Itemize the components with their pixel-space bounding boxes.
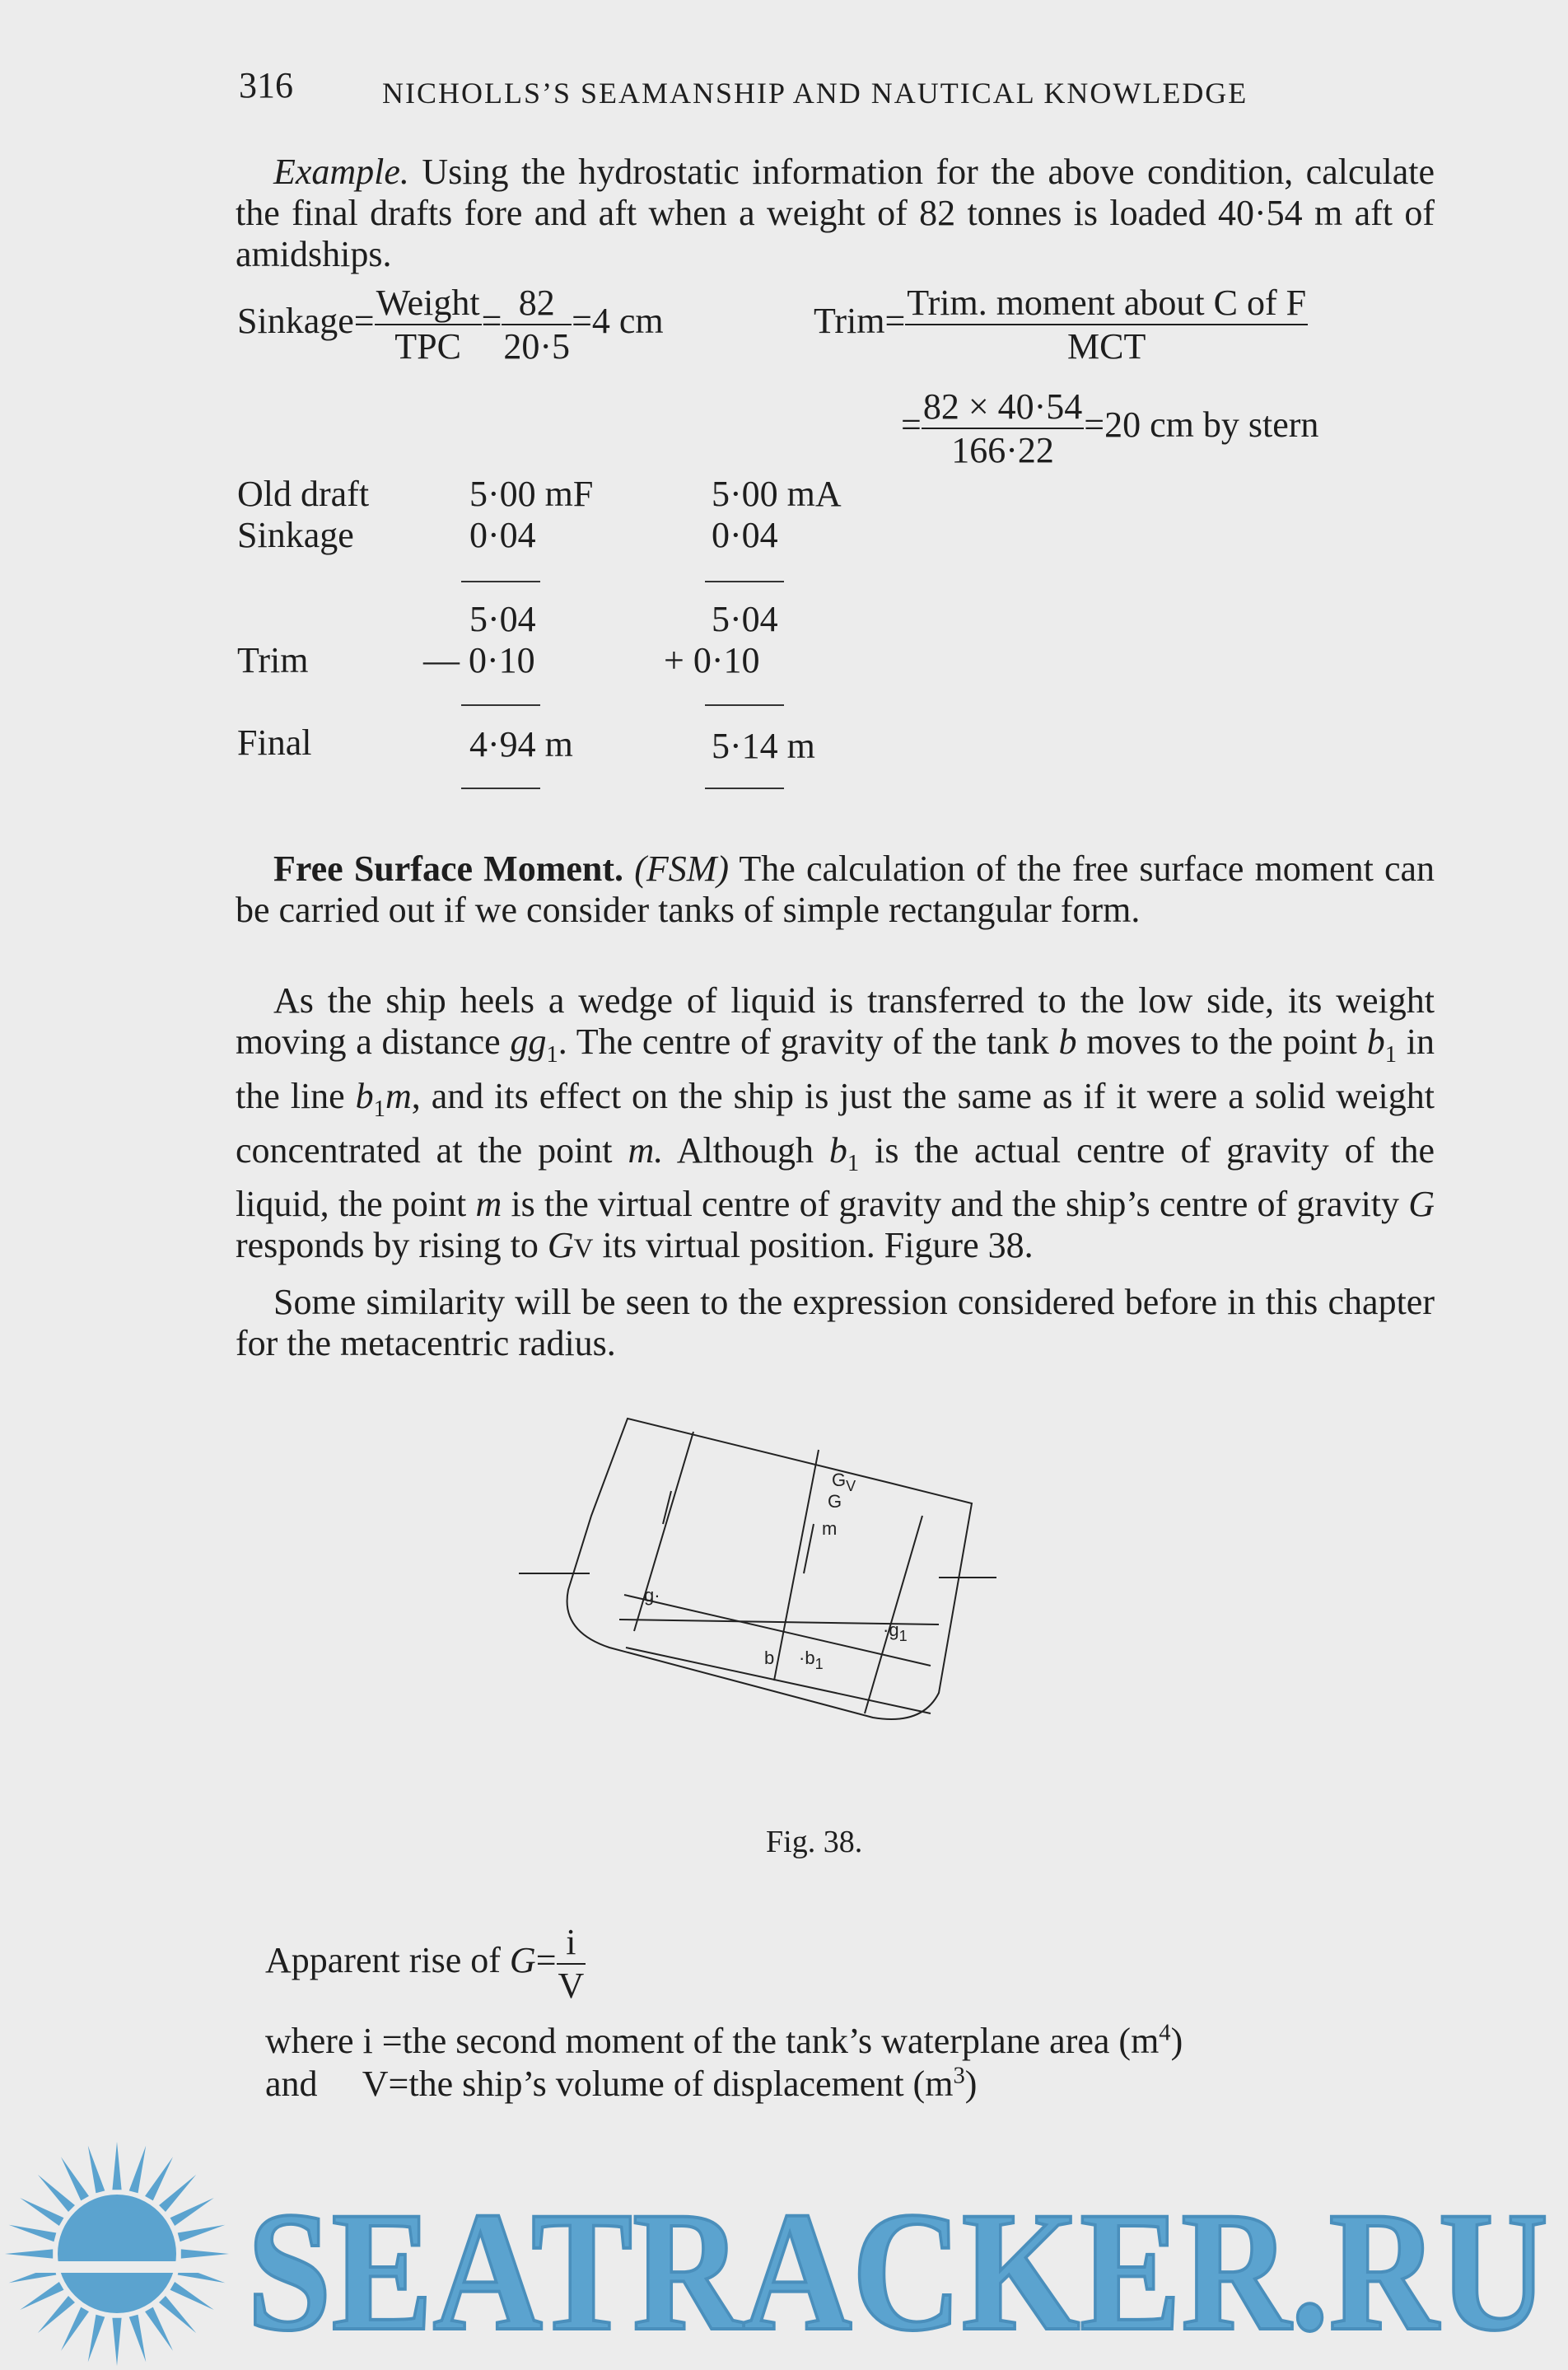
sun-ray: [170, 2282, 214, 2310]
example-lead: Example.: [273, 152, 409, 192]
text-run: b: [1058, 1021, 1077, 1062]
where-end2: ): [964, 2064, 978, 2104]
formula-g: G: [509, 1940, 536, 1981]
fsm-heading: Free Surface Moment.: [273, 848, 624, 889]
text-run: is the actual centre of gravity of the liquid, the point: [236, 1129, 1435, 1225]
sum-rule: [705, 788, 784, 789]
text-run: is the virtual centre of gravity and the ship’s centre of gravity: [502, 1184, 1409, 1225]
running-title: NICHOLLS’S SEAMANSHIP AND NAUTICAL KNOWLEDGE: [382, 77, 1248, 110]
label-g: g·: [644, 1585, 660, 1606]
draft-label-4: Final: [237, 722, 312, 763]
text-run: m: [475, 1184, 502, 1225]
text-run: Although: [663, 1129, 829, 1171]
fsm-paragraph: [236, 848, 1435, 931]
watermark-text: SEATRACKER.RU: [247, 2176, 1548, 2366]
trim-den-2: 166·22: [951, 430, 1054, 470]
where-b2: V=the ship’s volume of displacement (m: [362, 2064, 954, 2104]
text-run: responds by rising to: [236, 1225, 548, 1266]
subscript: 1: [373, 1096, 385, 1122]
svg-text:·b1: [799, 1648, 824, 1672]
where-a: where i: [265, 2021, 373, 2061]
sun-ray: [170, 2198, 214, 2226]
sun-ray: [145, 2307, 173, 2351]
draft-fwd-4: 4·94 m: [469, 724, 573, 764]
sun-ray: [129, 2146, 146, 2194]
text-run: m: [385, 1075, 412, 1116]
trim-fraction-1: [905, 282, 1308, 367]
fsm-text: The calculation of the free surface moment can be carried out if we consider tanks of simple rectangular form.: [236, 848, 1435, 930]
watermark: [0, 2138, 1568, 2370]
draft-aft-4: 5·14 m: [712, 726, 815, 766]
example-paragraph: [236, 152, 1435, 275]
where-and: and: [265, 2064, 318, 2104]
sun-ray: [9, 2225, 57, 2241]
sun-ray: [38, 2296, 75, 2333]
sun-ray: [112, 2142, 121, 2190]
ship-centreline: [774, 1450, 819, 1681]
text-run: , and its effect on the ship is just the same as if it were a solid weight concentrated at the point: [236, 1075, 1435, 1171]
draft-aft-1: 0·04: [712, 515, 778, 555]
text-run: As the ship heels a wedge of liquid is transferred to the low side, its weight moving a distance: [236, 980, 1435, 1062]
fsm-abbr: (FSM): [634, 848, 730, 889]
trim-equation: Trim= $\frac{\text{Trim. moment about C of F}}{\text{MCT}}$: [814, 283, 1307, 367]
where-line-2: [265, 2063, 977, 2105]
where-exp: 4: [1159, 2020, 1171, 2046]
sinkage-den-1: TPC: [394, 326, 461, 367]
sun-ray: [88, 2315, 105, 2363]
sun-ray: [145, 2157, 173, 2200]
text-run: in the line: [236, 1021, 1435, 1116]
sun-ray: [20, 2198, 63, 2226]
sum-rule: [705, 581, 784, 582]
text-run: b: [828, 1129, 847, 1171]
where-b: =the second moment of the tank’s waterplane area (m: [381, 2021, 1160, 2061]
b1-m-line: [804, 1524, 814, 1573]
sun-ray: [61, 2157, 89, 2200]
subscript: 1: [546, 1041, 558, 1068]
draft-fwd-1: 0·04: [469, 515, 536, 555]
sun-ray: [61, 2307, 89, 2351]
formula-fraction: [557, 1921, 586, 2007]
draft-fwd-2: 5·04: [469, 599, 536, 639]
trim-equation-2: = $\frac{82 \times 40\cdot 54}{166\cdot 22}$ =20 cm by stern: [901, 386, 1319, 470]
label-m: m: [822, 1518, 838, 1539]
draft-label-0: Old draft: [237, 474, 370, 514]
fig-38-diagram: [511, 1400, 1136, 1812]
draft-label-1: Sinkage: [237, 515, 354, 555]
draft-fwd-0: 5·00 mF: [469, 474, 594, 514]
text-run: G: [1408, 1184, 1435, 1225]
subscript: 1: [847, 1150, 860, 1176]
sun-ray: [38, 2175, 75, 2212]
label-gv-sub: V: [846, 1478, 856, 1494]
trim-den: MCT: [1067, 326, 1146, 367]
text-run: b: [1366, 1021, 1385, 1062]
label-g-big: G: [828, 1491, 842, 1512]
wedge-paragraph: [236, 980, 1435, 1269]
draft-label-3: Trim: [237, 640, 309, 680]
where-end: ): [1170, 2021, 1183, 2061]
trim-label: Trim: [814, 301, 885, 342]
hull-outline: [567, 1419, 972, 1719]
draft-aft-2: 5·04: [712, 599, 778, 639]
figure-caption: Fig. 38.: [766, 1825, 863, 1859]
sun-ray: [129, 2315, 146, 2363]
formula-text: Apparent rise of: [265, 1940, 501, 1981]
sun-ray: [20, 2282, 63, 2310]
sinkage-den-2: 20·5: [503, 326, 571, 367]
sum-rule: [705, 704, 784, 706]
sinkage-num-1: Weight: [375, 282, 482, 325]
sinkage-equation: Sinkage= $\frac{\text{Weight}}{\text{TPC}}$ = $\frac{82}{20\cdot 5}$ =4 cm: [237, 283, 664, 367]
sum-rule: [461, 704, 540, 706]
text-run: G: [547, 1225, 574, 1266]
label-b1-sub: 1: [814, 1656, 824, 1672]
text-run: Some similarity will be seen to the expression considered before in this chapter for the metacentric radius.: [236, 1282, 1435, 1363]
sum-rule: [461, 581, 540, 582]
subscript: V: [573, 1234, 594, 1264]
label-gv: G: [832, 1470, 847, 1490]
sun-burst-icon: [5, 2142, 229, 2366]
tank-wall-left: [634, 1432, 693, 1631]
sun-ray: [112, 2318, 121, 2366]
sun-ray: [159, 2296, 196, 2333]
sun-ray: [181, 2249, 229, 2258]
sun-ray: [159, 2175, 196, 2212]
label-g1-sub: 1: [898, 1628, 908, 1644]
sinkage-num-2: 82: [502, 282, 572, 325]
sinkage-result: 4 cm: [591, 301, 664, 342]
text-run: m.: [628, 1129, 664, 1171]
label-b1: ·b: [799, 1648, 815, 1668]
similarity-paragraph: [236, 1282, 1435, 1364]
where-line-1: [265, 2020, 1183, 2062]
formula-num: i: [557, 1921, 586, 1965]
sun-ray: [88, 2146, 105, 2194]
sinkage-fraction-2: [502, 282, 572, 367]
example-text: Using the hydrostatic information for the above condition, calculate the final drafts fore and aft when a weight of 82 tonnes is loaded 40·54 m aft of amidships.: [236, 152, 1435, 274]
subscript: 1: [1384, 1041, 1397, 1068]
trim-num-2: 82 × 40·54: [922, 386, 1084, 429]
draft-aft-3: + 0·10: [664, 640, 760, 680]
sun-ray: [5, 2249, 53, 2258]
text-run: moves to the point: [1076, 1021, 1367, 1062]
text-run: its virtual position. Figure 38.: [593, 1225, 1034, 1266]
trim-fraction-2: [922, 386, 1084, 471]
sinkage-label: Sinkage: [237, 301, 354, 342]
apparent-rise-formula: Apparent rise of G= $\frac{i}{V}$: [265, 1922, 585, 2006]
trim-result: 20 cm by stern: [1104, 404, 1319, 446]
sum-rule: [461, 788, 540, 789]
draft-fwd-3: — 0·10: [423, 640, 535, 680]
where-exp2: 3: [953, 2063, 965, 2089]
text-run: b: [355, 1075, 374, 1116]
label-g1: ·g: [883, 1620, 899, 1640]
tank-wall-right: [865, 1516, 922, 1713]
text-run: gg: [510, 1021, 547, 1062]
label-b: b: [764, 1648, 775, 1668]
text-run: . The centre of gravity of the tank: [558, 1021, 1059, 1062]
sinkage-fraction-1: [375, 282, 482, 367]
trim-num: Trim. moment about C of F: [905, 282, 1308, 325]
formula-den: V: [558, 1966, 585, 2006]
sun-ray: [178, 2225, 226, 2241]
draft-aft-0: 5·00 mA: [712, 474, 842, 514]
page-number: 316: [239, 65, 293, 105]
